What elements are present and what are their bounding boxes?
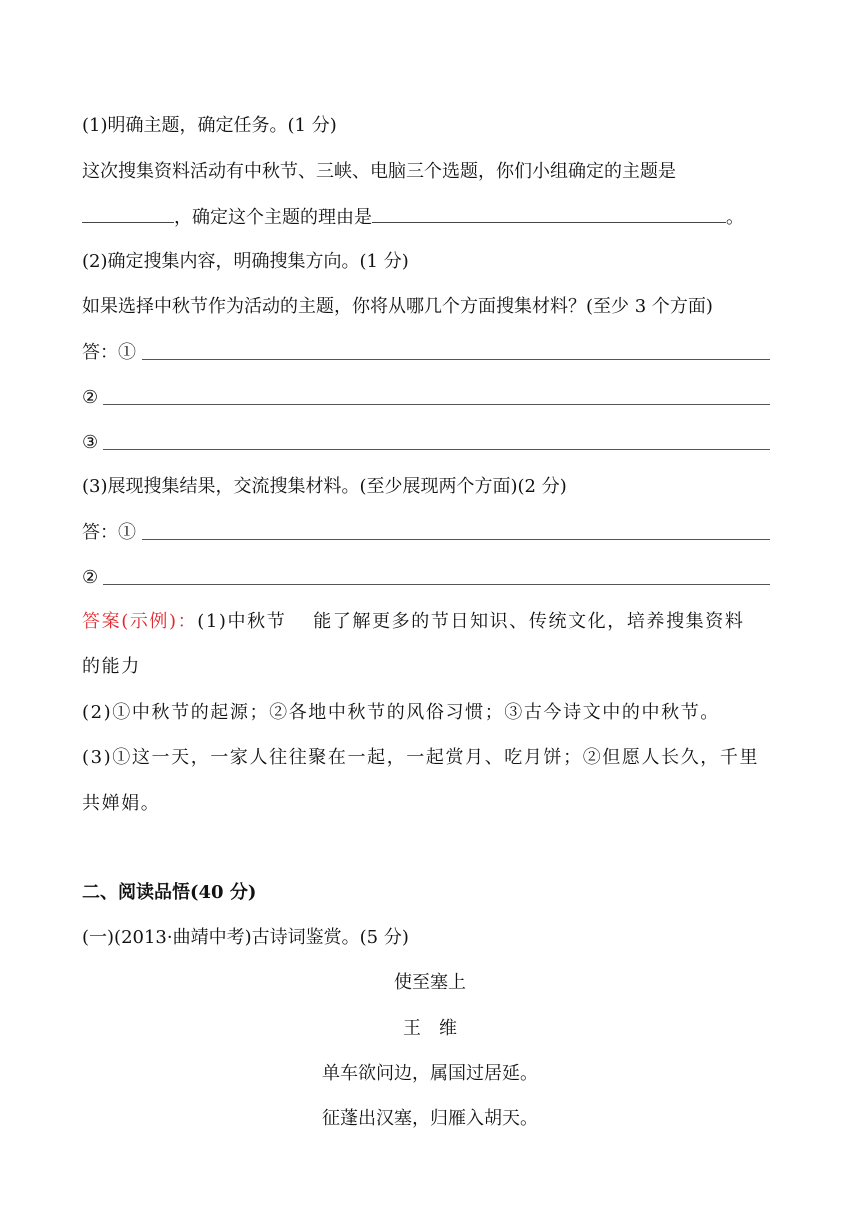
poem-title: 使至塞上 bbox=[394, 972, 466, 993]
answer-line-3: (2)①中秋节的起源；②各地中秋节的风俗习惯；③古今诗文中的中秋节。 bbox=[82, 702, 720, 723]
answer-2-2-blank[interactable] bbox=[103, 404, 770, 405]
reason-label: ，确定这个主题的理由是 bbox=[174, 207, 372, 228]
period: 。 bbox=[726, 207, 744, 228]
reason-blank[interactable] bbox=[372, 204, 726, 223]
answer-2-3-blank[interactable] bbox=[103, 449, 770, 450]
question-3-answer-1-label: 答：① bbox=[82, 522, 136, 543]
answer-line-2: 的能力 bbox=[82, 656, 141, 677]
section-2-heading: 二、阅读品悟(40 分) bbox=[82, 882, 257, 903]
question-1-answer-line bbox=[82, 204, 744, 230]
poem-line-2: 征蓬出汉塞，归雁入胡天。 bbox=[322, 1108, 538, 1129]
answer-3-2-blank[interactable] bbox=[103, 584, 770, 585]
answer-text-1: (1)中秋节 能了解更多的节日知识、传统文化，培养搜集资料 bbox=[197, 611, 745, 632]
question-2-answer-2-label: ② bbox=[82, 387, 99, 408]
topic-blank[interactable] bbox=[82, 204, 174, 223]
question-2-answer-1-label: 答：① bbox=[82, 342, 136, 363]
answer-label: 答案(示例)： bbox=[82, 611, 198, 632]
answer-line-4: (3)①这一天，一家人往往聚在一起，一起赏月、吃月饼；②但愿人长久，千里 bbox=[82, 747, 760, 768]
answer-2-1-blank[interactable] bbox=[142, 359, 770, 360]
poem-author: 王 维 bbox=[403, 1018, 457, 1039]
question-1-title: (1)明确主题，确定任务。(1 分) bbox=[82, 115, 337, 136]
question-3-answer-2-label: ② bbox=[82, 567, 99, 588]
answer-line-5: 共婵娟。 bbox=[82, 793, 161, 814]
section-2-subheading: (一)(2013·曲靖中考)古诗词鉴赏。(5 分) bbox=[82, 927, 409, 948]
question-2-stem: 如果选择中秋节作为活动的主题，你将从哪几个方面搜集材料？(至少 3 个方面) bbox=[82, 296, 713, 317]
question-2-answer-3-label: ③ bbox=[82, 432, 99, 453]
answer-line-1 bbox=[82, 609, 744, 635]
poem-line-1: 单车欲问边，属国过居延。 bbox=[322, 1063, 538, 1084]
question-1-stem: 这次搜集资料活动有中秋节、三峡、电脑三个选题，你们小组确定的主题是 bbox=[82, 161, 676, 182]
question-2-title: (2)确定搜集内容，明确搜集方向。(1 分) bbox=[82, 251, 409, 272]
answer-3-1-blank[interactable] bbox=[142, 539, 770, 540]
question-3-title: (3)展现搜集结果，交流搜集材料。(至少展现两个方面)(2 分) bbox=[82, 476, 567, 497]
